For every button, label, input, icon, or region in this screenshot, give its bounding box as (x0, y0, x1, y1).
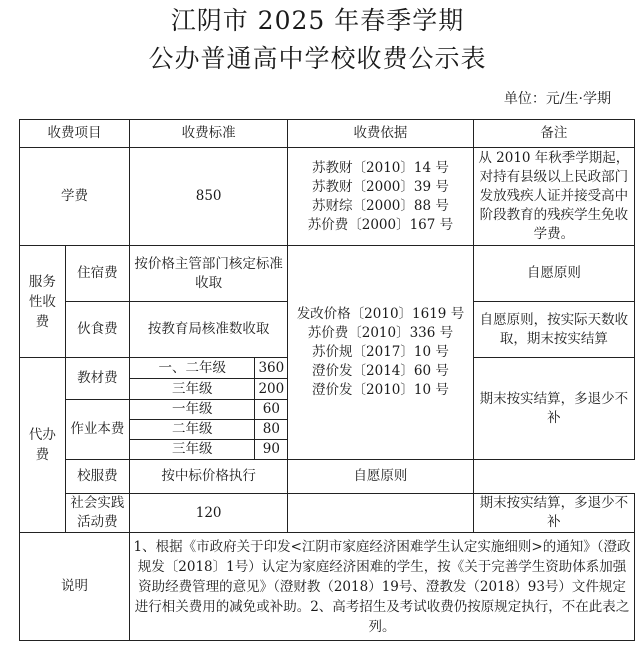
agency-group-label: 代办费 (20, 358, 66, 533)
lodging-note: 自愿原则 (473, 246, 634, 302)
tuition-basis (288, 148, 473, 246)
fee-table (19, 119, 635, 641)
uniform-row (20, 460, 635, 494)
uniform-standard: 按中标价格执行 (130, 460, 288, 494)
homework-grade: 二年级 (130, 420, 255, 440)
homework-grade: 三年级 (130, 440, 255, 460)
basis-line: 苏财综〔2000〕88 号 (312, 197, 449, 214)
meals-standard: 按教育局核准数收取 (130, 302, 288, 358)
practice-note: 期末按实结算，多退少不补 (473, 494, 634, 533)
textbook-amount: 360 (255, 358, 288, 379)
textbook-homework-note: 期末按实结算，多退少不补 (473, 358, 634, 460)
tuition-label: 学费 (20, 148, 130, 246)
tuition-note: 从 2010 年秋季学期起，对持有县级以上民政部门发放残疾人证并接受高中阶段教育的残疾学生免收学费。 (473, 148, 634, 246)
uniform-label: 校服费 (65, 460, 129, 494)
explanation-label: 说明 (20, 533, 130, 641)
tuition-row (20, 148, 635, 246)
header-item: 收费项目 (20, 120, 130, 148)
textbook-amount: 200 (255, 379, 288, 400)
header-row (20, 120, 635, 148)
lodging-row (20, 246, 635, 302)
explanation-row (20, 533, 635, 641)
basis-line: 澄价发〔2010〕10 号 (312, 382, 449, 398)
homework-amount: 90 (255, 440, 288, 460)
homework-label: 作业本费 (65, 400, 129, 460)
homework-amount: 60 (255, 400, 288, 420)
basis-line: 澄价发〔2014〕60 号 (312, 363, 449, 379)
practice-basis (288, 494, 473, 533)
service-group-label: 服务性收费 (20, 246, 66, 358)
textbook-label: 教材费 (65, 358, 129, 400)
homework-grade: 一年级 (130, 400, 255, 420)
meals-note: 自愿原则，按实际天数收取，期末按实结算 (473, 302, 634, 358)
practice-row (20, 494, 635, 533)
page-subtitle: 公办普通高中学校收费公示表 (148, 44, 487, 73)
explanation-text: 1、根据《市政府关于印发<江阴市家庭经济困难学生认定实施细则>的通知》（澄政规发〔2018〕1号）认定为家庭经济困难的学生，按《关于完善学生资助体系加强资助经费管理的意见》（澄财教（2018）19号、澄教发（2018）93号）文件规定进行相关费用的减免或补助。2、高考招生及考试收费仍按原规定执行，不在此表之列。 (130, 533, 635, 641)
practice-label: 社会实践活动费 (65, 494, 129, 533)
basis-line: 发改价格〔2010〕1619 号 (296, 306, 465, 322)
basis-line: 苏教财〔2000〕39 号 (312, 178, 449, 195)
textbook-grade: 一、二年级 (130, 358, 255, 379)
lodging-standard: 按价格主管部门核定标准收取 (130, 246, 288, 302)
basis-line: 苏价费〔2000〕167 号 (307, 216, 454, 233)
homework-amount: 80 (255, 420, 288, 440)
header-standard: 收费标准 (130, 120, 288, 148)
practice-amount: 120 (130, 494, 288, 533)
uniform-note: 自愿原则 (288, 460, 473, 494)
meals-label: 伙食费 (65, 302, 129, 358)
header-basis: 收费依据 (288, 120, 473, 148)
basis-line: 苏教财〔2010〕14 号 (312, 159, 449, 176)
unit-label: 单位：元/生·学期 (503, 91, 611, 107)
lodging-label: 住宿费 (65, 246, 129, 302)
tuition-amount: 850 (130, 148, 288, 246)
textbook-grade: 三年级 (130, 379, 255, 400)
basis-line: 苏价费〔2010〕336 号 (307, 325, 454, 341)
basis-line: 苏价规〔2017〕10 号 (312, 344, 449, 360)
shared-basis (288, 246, 473, 460)
header-note: 备注 (473, 120, 634, 148)
page-title: 江阴市 2025 年春季学期 (170, 6, 465, 35)
